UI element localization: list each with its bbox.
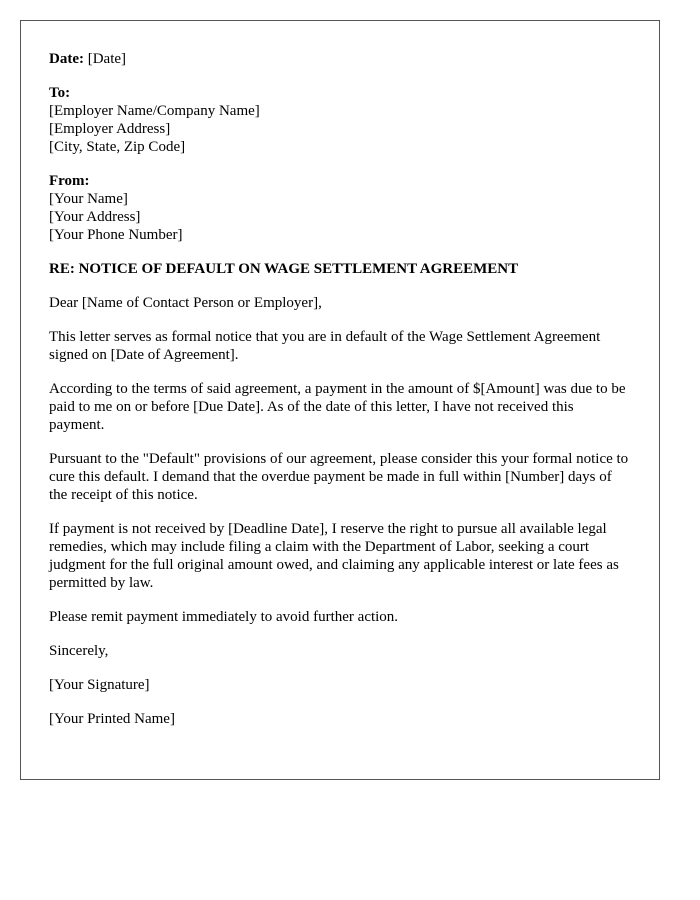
employer-city-state-zip: [City, State, Zip Code] [49, 139, 186, 155]
letter-document [20, 20, 660, 780]
printed-name-placeholder: [Your Printed Name] [49, 711, 175, 727]
subject-line: RE: NOTICE OF DEFAULT ON WAGE SETTLEMENT AGREEMENT [49, 261, 519, 277]
date-line [49, 50, 631, 68]
sender-name: [Your Name] [49, 191, 128, 207]
salutation: Dear [Name of Contact Person or Employer], [49, 295, 322, 311]
body-paragraph: If payment is not received by [Deadline Date], I reserve the right to pursue all available legal remedies, which may include filing a claim with the Department of Labor, seeking a court judgment for the full original amount owed, and claiming any applicable interest or late fees as permitted by law. [49, 521, 619, 591]
employer-address: [Employer Address] [49, 121, 171, 137]
to-label: To: [49, 85, 71, 101]
closing: Sincerely, [49, 643, 109, 659]
from-label: From: [49, 173, 90, 189]
sender-block [49, 172, 631, 244]
employer-name: [Employer Name/Company Name] [49, 103, 260, 119]
body-paragraph: According to the terms of said agreement, a payment in the amount of $[Amount] was due to be paid to me on or before [Due Date]. As of the date of this letter, I have not received this payment. [49, 381, 626, 433]
sender-address: [Your Address] [49, 209, 141, 225]
sender-phone: [Your Phone Number] [49, 227, 183, 243]
body-paragraph: Please remit payment immediately to avoid further action. [49, 609, 399, 625]
body-paragraph: Pursuant to the "Default" provisions of our agreement, please consider this your formal notice to cure this default. I demand that the overdue payment be made in full within [Number] days of the receipt of this notice. [49, 451, 629, 503]
body-paragraph: This letter serves as formal notice that you are in default of the Wage Settlement Agreement signed on [Date of Agreement]. [49, 329, 601, 363]
date-label: Date: [49, 51, 84, 67]
date-value: [Date] [87, 51, 127, 67]
signature-placeholder: [Your Signature] [49, 677, 150, 693]
recipient-block [49, 84, 631, 156]
